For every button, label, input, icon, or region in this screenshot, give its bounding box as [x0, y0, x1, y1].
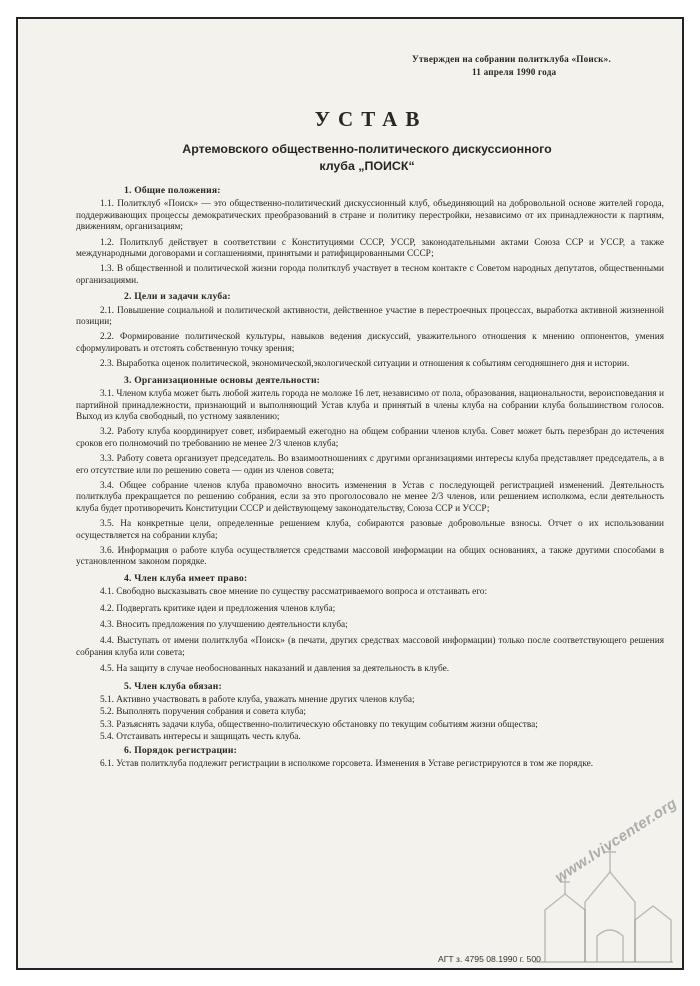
- paragraph-4-4: 4.4. Выступать от имени политклуба «Поиск» (в печати, других средствах массовой информации) только после соответствующего решения собрания клуба или совета;: [76, 636, 664, 658]
- section-general: [76, 185, 664, 287]
- paragraph-5-3: 5.3. Разъяснять задачи клуба, общественно-политическую обстановку по текущим событиям жизни общества;: [100, 719, 538, 730]
- subtitle-line-1: Артемовского общественно-политического дискуссионного: [182, 142, 552, 156]
- section-heading: 1. Общие положения:: [124, 185, 221, 196]
- approval-line-1: Утвержден на собрании политклуба «Поиск».: [412, 54, 611, 64]
- section-organization: [76, 375, 664, 569]
- charter-body: [76, 184, 664, 771]
- paragraph-5-4: 5.4. Отстаивать интересы и защищать честь клуба.: [100, 732, 301, 743]
- paragraph-4-5: 4.5. На защиту в случае необоснованных наказаний и давления за деятельность в клубе.: [100, 664, 450, 675]
- paragraph-4-1: 4.1. Свободно высказывать свое мнение по существу рассматриваемого вопроса и отстаивать его:: [100, 587, 488, 598]
- paragraph-2-2: 2.2. Формирование политической культуры, навыков ведения дискуссий, уважительного отношения к мнению оппонентов, умения сформулировать и отстоять собственную точку зрения;: [76, 332, 664, 354]
- paragraph-5-2: 5.2. Выполнять поручения собрания и совета клуба;: [100, 707, 307, 718]
- section-heading: 5. Член клуба обязан:: [124, 680, 222, 692]
- section-heading: 6. Порядок регистрации:: [124, 744, 238, 756]
- section-member-rights: [76, 573, 664, 676]
- paragraph-6-1: 6.1. Устав политклуба подлежит регистрации в исполкоме горсовета. Изменения в Уставе регистрируются в том же порядке.: [100, 759, 594, 770]
- paragraph-4-3: 4.3. Вносить предложения по улучшению деятельности клуба;: [100, 620, 348, 630]
- paragraph-3-1: 3.1. Членом клуба может быть любой житель города не моложе 16 лет, независимо от пола, образования, национальности, вероисповедания и партийной принадлежности, признающий и выполняющий Устав клуба и принятый в члены клуба на собрании клуба большинством голосов. Выход из клуба свободный, по устному заявлению;: [76, 389, 664, 422]
- paragraph-3-4: 3.4. Общее собрание членов клуба правомочно вносить изменения в Устав с последующей регистрацией изменений. Деятельность политклуба прекращается по решению собрания, если за это проголосовало не менее 2/3 членов, или решением исполкома, если деятельность клуба будет противоречить Конституции СССР и действующему законодательству, Союза ССР и УССР;: [76, 480, 664, 514]
- paragraph-3-2: 3.2. Работу клуба координирует совет, избираемый ежегодно на общем собрании членов клуба. Совет может быть перезбран до истечения сроков его полномочий по требованию не менее 2/3 членов клуба;: [76, 427, 664, 449]
- section-member-duties: [76, 681, 664, 744]
- section-goals: [76, 291, 664, 370]
- paragraph-2-3: 2.3. Выработка оценок политической, экономической,экологической ситуации и отношения к событиям сегодняшнего дня и истории.: [100, 359, 630, 370]
- approval-line-2: 11 апреля 1990 года: [472, 66, 557, 77]
- section-registration: [76, 745, 664, 771]
- paragraph-2-1: 2.1. Повышение социальной и политической активности, действенное участие в перестроечных процессах, выработка активной жизненной позиции;: [76, 305, 664, 328]
- paragraph-5-1: 5.1. Активно участвовать в работе клуба, уважать мнение других членов клуба;: [100, 695, 415, 706]
- approval-note: [412, 53, 682, 78]
- document-subtitle: [52, 141, 682, 175]
- subtitle-line-2: клуба „ПОИСК“: [319, 159, 415, 173]
- paragraph-1-1: 1.1. Политклуб «Поиск» — это общественно-политический дискуссионный клуб, объединяющий на добровольной основе жителей города, поддерживающих процессы демократических преобразований в стране и политику перестройки, независимо от их принадлежности к партиям, движениям, организациям;: [76, 199, 664, 233]
- paragraph-4-2: 4.2. Подвергать критике идеи и предложения членов клуба;: [100, 603, 336, 614]
- paragraph-3-5: 3.5. На конкретные цели, определенные решением клуба, собираются разовые добровольные взносы. Отчет о их использовании осуществляется на собрании клуба;: [76, 519, 664, 541]
- paragraph-1-3: 1.3. В общественной и политической жизни города политклуб участвует в тесном контакте с Советом народных депутатов, общественными организациями.: [76, 264, 664, 286]
- paragraph-3-6: 3.6. Информация о работе клуба осуществляется средствами массовой информации на общих основаниях, а также другими способами в установленном законом порядке.: [76, 545, 664, 568]
- section-heading: 4. Член клуба имеет право:: [124, 572, 248, 584]
- paragraph-3-3: 3.3. Работу совета организует председатель. Во взаимоотношениях с другими организациями интересы клуба представляет председатель, а в его отсутствие или по решению совета — один из членов совета;: [76, 454, 664, 476]
- section-heading: 2. Цели и задачи клуба:: [124, 291, 231, 303]
- document-title: УСТАВ: [314, 107, 428, 131]
- section-heading: 3. Организационные основы деятельности:: [124, 374, 321, 386]
- document-frame: [16, 17, 684, 970]
- paragraph-1-2: 1.2. Политклуб действует в соответствии с Конституциями СССР, УССР, законодательными актами Союза ССР и УССР, а также международными договорами и соглашениями, принятыми и ратифицированными СССР;: [76, 237, 664, 260]
- print-info: АГТ з. 4795 08.1990 г. 500: [438, 954, 541, 964]
- watermark-text: www.lvivcenter.org: [552, 794, 680, 887]
